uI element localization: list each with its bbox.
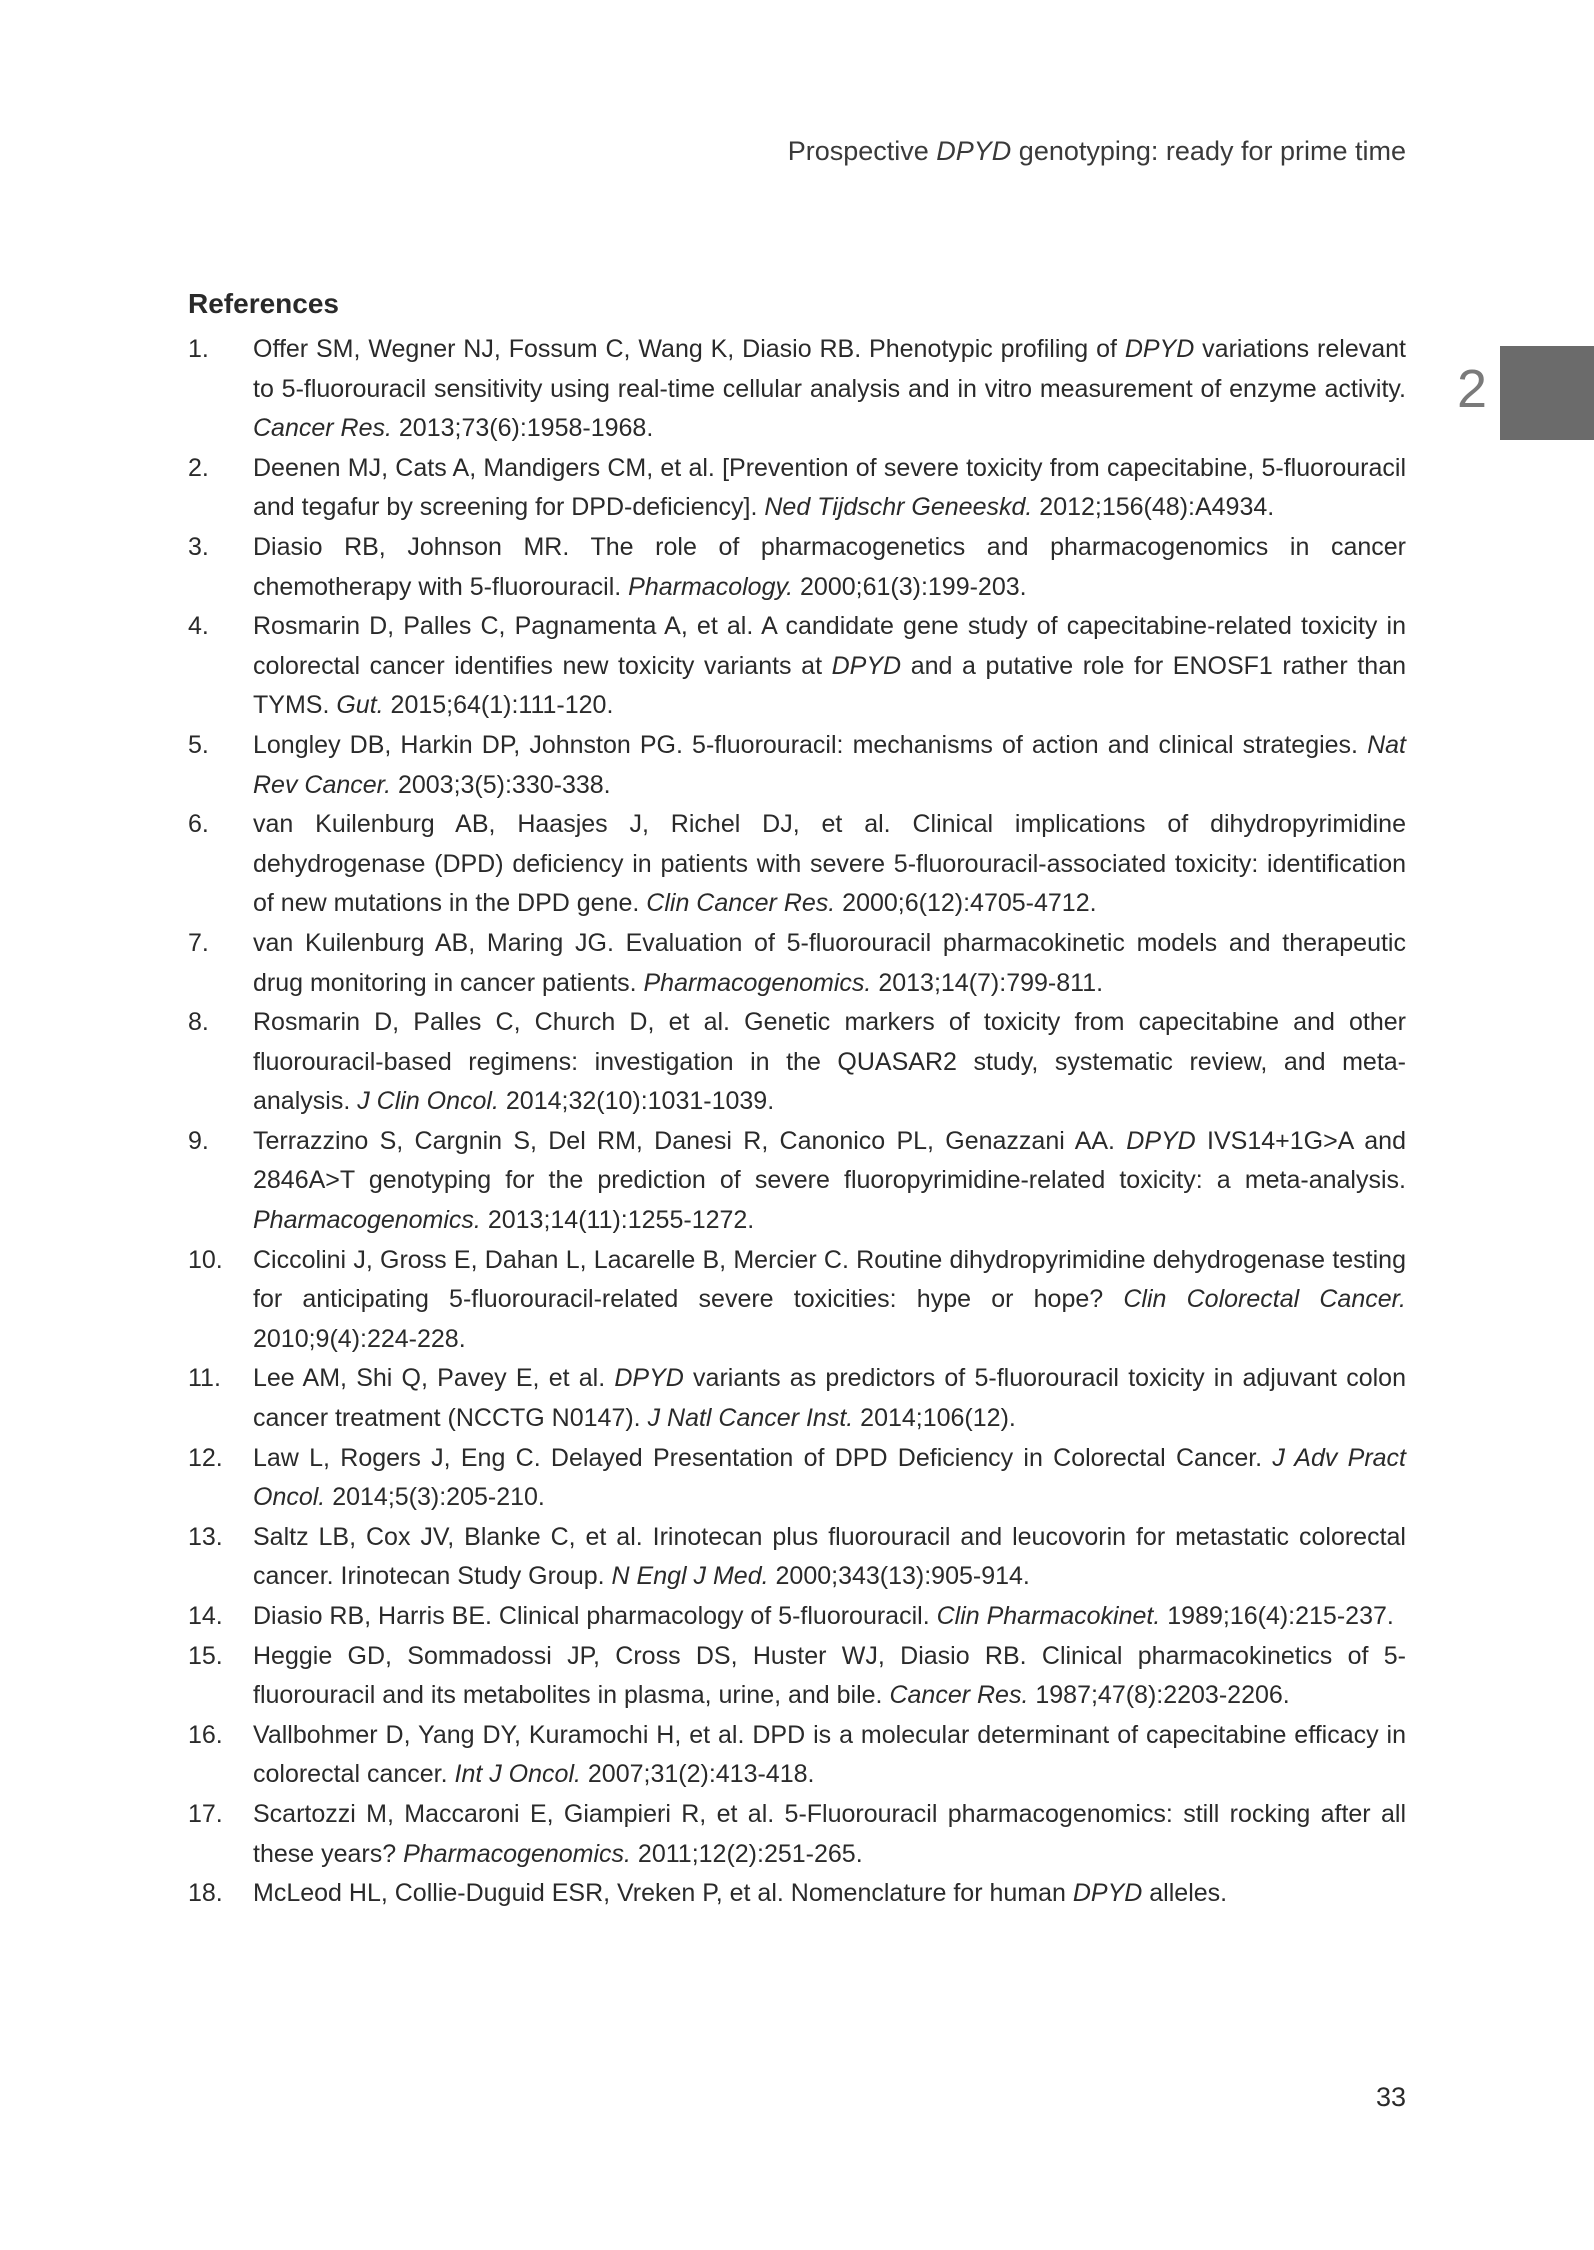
reference-number: 7. [188, 928, 209, 957]
reference-journal: Nat Rev Cancer. [253, 730, 1406, 799]
reference-text: Lee AM, Shi Q, Pavey E, et al. [253, 1364, 615, 1393]
reference-journal: J Clin Oncol. [357, 1087, 499, 1116]
chapter-tab [1500, 346, 1594, 440]
reference-journal: Clin Colorectal Cancer. [1123, 1285, 1406, 1314]
chapter-number: 2 [1456, 359, 1488, 419]
reference-citation: 2010;9(4):224-228. [253, 1324, 466, 1353]
reference-item [188, 1637, 1406, 1716]
reference-number: 4. [188, 612, 209, 641]
reference-italic: DPYD [1124, 335, 1195, 363]
reference-item [188, 1122, 1406, 1241]
reference-item [188, 1716, 1406, 1795]
reference-journal: Int J Oncol. [454, 1760, 581, 1789]
reference-citation: 2000;61(3):199-203. [793, 572, 1027, 601]
reference-text: Offer SM, Wegner NJ, Fossum C, Wang K, Diasio RB. Phenotypic profiling of [253, 335, 1125, 363]
reference-number: 8. [188, 1008, 209, 1037]
reference-text: Saltz LB, Cox JV, Blanke C, et al. Irinotecan plus fluorouracil and leucovorin for metastatic colorectal cancer. Irinotecan Study Group. [253, 1522, 1406, 1591]
reference-citation: 2011;12(2):251-265. [630, 1839, 863, 1868]
reference-item [188, 1874, 1406, 1914]
reference-italic: DPYD [1072, 1879, 1143, 1908]
reference-citation: 2013;14(7):799-811. [871, 968, 1104, 997]
reference-text: van Kuilenburg AB, Haasjes J, Richel DJ, et al. Clinical implications of dihydropyrimidine dehydrogenase (DPD) deficiency in patients with severe 5-fluorouracil-associated toxicity: identification of new mutations in the DPD gene. [253, 810, 1406, 918]
reference-journal: Pharmacogenomics. [643, 968, 872, 997]
section-heading: References [188, 288, 339, 319]
reference-item [188, 924, 1406, 1003]
reference-text: alleles. [1142, 1879, 1228, 1908]
reference-italic: DPYD [831, 651, 902, 680]
reference-text: Diasio RB, Johnson MR. The role of pharmacogenetics and pharmacogenomics in cancer chemotherapy with 5-fluorouracil. [253, 532, 1406, 601]
reference-italic: DPYD [614, 1364, 684, 1393]
reference-text: Law L, Rogers J, Eng C. Delayed Presentation of DPD Deficiency in Colorectal Cancer. [253, 1443, 1273, 1472]
reference-number: 11. [188, 1364, 221, 1393]
reference-text: Heggie GD, Sommadossi JP, Cross DS, Huster WJ, Diasio RB. Clinical pharmacokinetics of 5-fluorouracil and its metabolites in plasma, urine, and bile. [253, 1641, 1406, 1710]
reference-citation: 2000;6(12):4705-4712. [835, 889, 1097, 918]
header-title-post: genotyping: ready for prime time [1011, 136, 1406, 166]
reference-item [188, 1795, 1406, 1874]
reference-citation: 2007;31(2):413-418. [580, 1760, 815, 1789]
reference-journal: Pharmacology. [628, 572, 794, 601]
reference-item [188, 1439, 1406, 1518]
reference-citation: 2000;343(13):905-914. [768, 1562, 1030, 1591]
reference-journal: Ned Tijdschr Geneeskd. [764, 493, 1033, 522]
reference-text: Scartozzi M, Maccaroni E, Giampieri R, et al. 5-Fluorouracil pharmacogenomics: still rocking after all these years? [253, 1799, 1406, 1868]
reference-number: 15. [188, 1641, 223, 1670]
reference-number: 17. [188, 1799, 223, 1828]
reference-journal: Pharmacogenomics. [253, 1206, 481, 1235]
running-header [740, 136, 1406, 167]
reference-number: 13. [188, 1522, 223, 1551]
reference-text: Ciccolini J, Gross E, Dahan L, Lacarelle B, Mercier C. Routine dihydropyrimidine dehydrogenase testing for anticipating 5-fluorouracil-related severe toxicities: hype or hope? [253, 1245, 1406, 1314]
reference-italic: DPYD [1126, 1126, 1196, 1155]
reference-text: Deenen MJ, Cats A, Mandigers CM, et al. [Prevention of severe toxicity from capecitabine, 5-fluorouracil and tegafur by screening for DPD-deficiency]. [253, 453, 1406, 522]
reference-citation: 2013;14(11):1255-1272. [480, 1206, 755, 1235]
reference-journal: Gut. [336, 691, 384, 720]
page-number: 33 [1375, 2082, 1406, 2112]
reference-citation: 2013;73(6):1958-1968. [391, 414, 654, 443]
reference-number: 5. [188, 730, 209, 759]
reference-citation: 1987;47(8):2203-2206. [1028, 1681, 1290, 1710]
reference-citation: 2015;64(1):111-120. [383, 691, 614, 720]
reference-text: van Kuilenburg AB, Maring JG. Evaluation of 5-fluorouracil pharmacokinetic models and therapeutic drug monitoring in cancer patients. [253, 928, 1406, 997]
reference-item [188, 607, 1406, 726]
reference-number: 10. [188, 1245, 223, 1274]
reference-citation: 2012;156(48):A4934. [1032, 493, 1275, 522]
reference-number: 9. [188, 1126, 209, 1155]
reference-text: IVS14+1G>A and 2846A>T genotyping for the prediction of severe fluoropyrimidine-related toxicity: a meta-analysis. [253, 1126, 1406, 1195]
reference-text: Rosmarin D, Palles C, Pagnamenta A, et al. A candidate gene study of capecitabine-related toxicity in colorectal cancer identifies new toxicity variants at [253, 612, 1406, 680]
reference-item [188, 330, 1406, 449]
reference-number: 18. [188, 1879, 223, 1908]
header-title-italic: DPYD [936, 136, 1012, 166]
reference-journal: Cancer Res. [889, 1681, 1029, 1710]
reference-number: 6. [188, 810, 209, 839]
reference-item [188, 449, 1406, 528]
reference-item [188, 726, 1406, 805]
reference-text: Diasio RB, Harris BE. Clinical pharmacology of 5-fluorouracil. [253, 1602, 937, 1630]
reference-citation: 2014;106(12). [853, 1404, 1016, 1433]
reference-item [188, 1359, 1406, 1438]
reference-number: 2. [188, 453, 209, 482]
reference-text: Terrazzino S, Cargnin S, Del RM, Danesi R, Canonico PL, Genazzani AA. [253, 1126, 1127, 1155]
reference-journal: Clin Pharmacokinet. [936, 1602, 1161, 1630]
reference-citation: 2014;32(10):1031-1039. [498, 1087, 775, 1116]
reference-item [188, 528, 1406, 607]
reference-number: 12. [188, 1443, 223, 1472]
reference-journal: J Natl Cancer Inst. [647, 1404, 854, 1433]
reference-text: Vallbohmer D, Yang DY, Kuramochi H, et al. DPD is a molecular determinant of capecitabine efficacy in colorectal cancer. [253, 1720, 1406, 1789]
reference-citation: 1989;16(4):215-237. [1160, 1602, 1394, 1630]
reference-citation: 2003;3(5):330-338. [391, 770, 611, 799]
reference-item [188, 805, 1406, 924]
reference-text: and a putative role for ENOSF1 rather than TYMS. [253, 651, 1406, 720]
reference-number: 14. [188, 1602, 223, 1630]
reference-text: variations relevant to 5-fluorouracil sensitivity using real-time cellular analysis and in vitro measurement of enzyme activity. [253, 335, 1406, 403]
reference-item [188, 1597, 1406, 1637]
reference-item [188, 1241, 1406, 1360]
reference-text: Rosmarin D, Palles C, Church D, et al. Genetic markers of toxicity from capecitabine and other fluorouracil-based regimens: investigation in the QUASAR2 study, systematic review, and meta-analysis. [253, 1008, 1406, 1116]
reference-item [188, 1518, 1406, 1597]
reference-journal: Pharmacogenomics. [403, 1839, 631, 1868]
reference-number: 16. [188, 1720, 223, 1749]
reference-journal: Clin Cancer Res. [646, 889, 836, 918]
header-title-pre: Prospective [787, 136, 937, 166]
reference-number: 3. [188, 532, 209, 561]
reference-text: variants as predictors of 5-fluorouracil toxicity in adjuvant colon cancer treatment (NCCTG N0147). [253, 1364, 1406, 1433]
reference-text: McLeod HL, Collie-Duguid ESR, Vreken P, et al. Nomenclature for human [253, 1879, 1073, 1908]
reference-journal: Cancer Res. [253, 414, 392, 443]
reference-citation: 2014;5(3):205-210. [325, 1483, 545, 1512]
reference-number: 1. [188, 335, 209, 363]
reference-list [188, 330, 1406, 1914]
reference-journal: N Engl J Med. [611, 1562, 769, 1591]
reference-item [188, 1003, 1406, 1122]
reference-text: Longley DB, Harkin DP, Johnston PG. 5-fluorouracil: mechanisms of action and clinical strategies. [253, 730, 1368, 759]
reference-journal: J Adv Pract Oncol. [253, 1443, 1406, 1512]
